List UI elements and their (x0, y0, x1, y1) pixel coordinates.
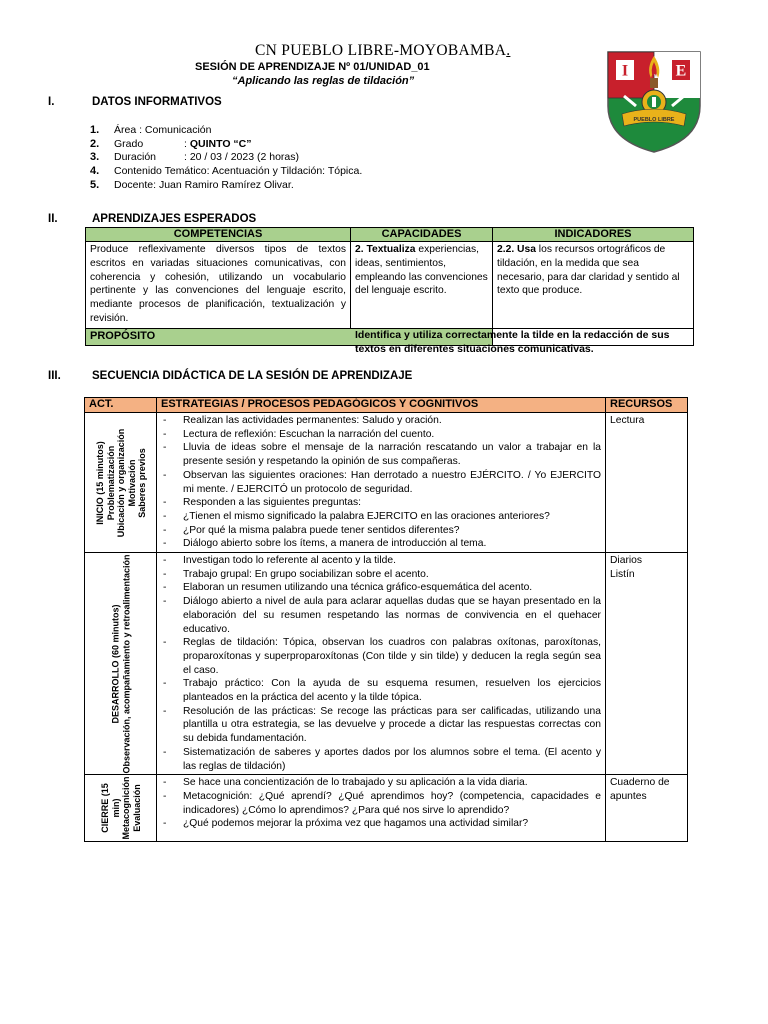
list-item: - Diálogo abierto a nivel de aula para aclarar aquellas dudas que se hayan presentado en la elaboración del su resumen respetando las normas de convivencia en el quehacer educativo. (161, 595, 601, 636)
header-competencias: COMPETENCIAS (86, 228, 351, 242)
desarrollo-act-label (110, 554, 131, 773)
section1-title: DATOS INFORMATIVOS (92, 96, 222, 108)
act-line: Metacognición (120, 776, 131, 840)
info-value-grade: QUINTO “C” (189, 137, 252, 150)
session-topic: “Aplicando las reglas de tildación” (232, 75, 415, 87)
act-line: INICIO (15 minutos) (94, 440, 105, 525)
resource-item: Lectura (610, 415, 645, 426)
cierre-row (85, 775, 688, 842)
school-title-main: CN PUEBLO LIBRE-MOYOBAMBA (255, 42, 507, 59)
indicador-code: 2.2. Usa (497, 244, 536, 255)
inicio-row (85, 413, 688, 553)
info-number: 5. (90, 179, 100, 192)
proposito-text: Identifica y utiliza correctamente la tilde en la redacción de sus textos en diferentes situaciones comunicativas. (355, 329, 670, 355)
info-value-prefix: : (184, 137, 190, 150)
desarrollo-row (85, 553, 688, 775)
act-line: Problematización (104, 445, 115, 520)
info-item-duracion (90, 151, 362, 165)
session-title: SESIÓN DE APRENDIZAJE Nº 01/UNIDAD_01 (195, 61, 430, 73)
crest-letter-right: E (675, 62, 687, 80)
cierre-act-label (100, 777, 142, 840)
info-label: Contenido Temático: Acentuación y Tildación: Tópica. (114, 165, 363, 178)
info-value (184, 138, 252, 150)
info-number: 3. (90, 151, 100, 164)
crest-letter-left: I (621, 62, 629, 80)
sequence-table (84, 397, 688, 842)
info-list (90, 123, 362, 192)
header-capacidades: CAPACIDADES (351, 228, 493, 242)
list-item: - Realizan las actividades permanentes: Saludo y oración. (161, 414, 601, 428)
crest-banner: PUEBLO LIBRE (633, 117, 675, 123)
list-item: - Responden a las siguientes preguntas: (161, 496, 601, 510)
resource-item: Listín (610, 568, 635, 580)
info-item-grado (90, 137, 362, 151)
school-crest-icon (598, 44, 710, 156)
desarrollo-strategies (157, 553, 606, 775)
list-item: - Trabajo práctico: Con la ayuda de su esquema resumen, resuelven los ejercicios planteados en la práctica del acento y la tilde tópica. (161, 677, 601, 704)
info-number: 4. (90, 165, 100, 178)
list-item: - Sistematización de saberes y aportes dados por los alumnos sobre el tema. (El acento y las reglas de tildación) (161, 746, 601, 773)
indicador-cell (493, 242, 694, 329)
cierre-act-cell (85, 775, 157, 842)
section3-title: SECUENCIA DIDÁCTICA DE LA SESIÓN DE APRENDIZAJE (92, 370, 413, 382)
info-number: 2. (90, 137, 100, 150)
info-label: Docente: Juan Ramiro Ramírez Olivar. (114, 179, 294, 192)
list-item: - Reglas de tildación: Tópica, observan los cuadros con palabras oxítonas, paroxítonas, proparoxítonas y superproparoxítonas (Con tilde y sin tilde) y deducen la regla según sea el caso. (161, 636, 601, 677)
cierre-strategies (157, 775, 606, 842)
act-line: DESARROLLO (60 minutos) (110, 604, 120, 724)
info-number: 1. (90, 123, 100, 136)
info-label: Grado (114, 137, 144, 150)
learning-table-header (86, 228, 694, 242)
learning-table (85, 227, 694, 346)
list-item: - ¿Tienen el mismo significado la palabra EJERCITO en las oraciones anteriores? (161, 510, 601, 524)
list-item: - ¿Qué podemos mejorar la próxima vez que hagamos una actividad similar? (161, 817, 601, 831)
act-line: min) (110, 798, 120, 818)
list-item: - Diálogo abierto sobre los ítems, a manera de introducción al tema. (161, 537, 601, 551)
capacidad-cell (351, 242, 493, 329)
list-item: - Lectura de reflexión: Escuchan la narración del cuento. (161, 428, 601, 442)
proposito-label: PROPÓSITO (86, 329, 493, 346)
school-title-dot: . (506, 42, 511, 59)
header-estrategias: ESTRATEGIAS / PROCESOS PEDAGÓGICOS Y COGNITIVOS (157, 398, 606, 413)
act-line: Observación, acompañamiento y retroalimentación (120, 554, 131, 774)
info-label: Duración (114, 151, 157, 164)
inicio-act-cell (85, 413, 157, 553)
header-recursos: RECURSOS (606, 398, 688, 413)
header-act: ACT. (85, 398, 157, 413)
act-line: Ubicación y organización (115, 428, 126, 537)
list-item: - Elaboran un resumen utilizando una técnica gráfico-esquemática del acento. (161, 581, 601, 595)
sequence-table-header (85, 398, 688, 413)
list-item: - Lluvia de ideas sobre el mensaje de la narración rescatando un valor a trabajar en la presente sesión y respetando la opinión de sus compañeras. (161, 441, 601, 468)
inicio-strategies (157, 413, 606, 553)
inicio-act-label (94, 428, 147, 537)
list-item: - Metacognición: ¿Qué aprendí? ¿Qué aprendimos hoy? (competencia, capacidades e indicadores) ¿Cómo lo aprendimos? ¿Para qué nos sirve lo aprendido? (161, 790, 601, 817)
indicador-text: los recursos ortográficos de tildación, en la medida que sea necesario, para dar claridad y sentido al texto que produce. (497, 244, 680, 297)
header-indicadores: INDICADORES (493, 228, 694, 242)
desarrollo-resources (606, 553, 688, 775)
act-line: Motivación (125, 459, 136, 507)
info-item-contenido (90, 164, 362, 178)
capacidad-text: experiencias, ideas, sentimientos, empleando las convenciones del lenguaje escrito. (355, 244, 488, 297)
act-line: CIERRE (15 (99, 783, 110, 834)
info-item-area (90, 123, 362, 137)
info-item-docente (90, 178, 362, 192)
cierre-resources (606, 775, 688, 842)
inicio-resources (606, 413, 688, 553)
section3-number: III. (48, 370, 61, 382)
list-item: - Investigan todo lo referente al acento y la tilde. (161, 554, 601, 568)
list-item: - Se hace una concientización de lo trabajado y su aplicación a la vida diaria. (161, 776, 601, 790)
list-item: - Trabajo grupal: En grupo sociabilizan sobre el acento. (161, 568, 601, 582)
act-line: Evaluación (131, 784, 141, 833)
list-item: - ¿Por qué la misma palabra puede tener sentidos diferentes? (161, 524, 601, 538)
section2-number: II. (48, 213, 58, 225)
capacidad-code: 2. Textualiza (355, 244, 416, 255)
school-title (255, 42, 510, 60)
list-item: - Resolución de las prácticas: Se recoge las prácticas para ser calificadas, utilizando una plantilla u otra estrategia, se las devuelve y procede a dictar las respuestas correctas con su debida fundamentación. (161, 705, 601, 746)
competencia-cell: Produce reflexivamente diversos tipos de textos escritos en variadas situaciones comunicativas, con coherencia y cohesión, utilizando un vocabulario pertinente y las convenciones del lenguaje escrito, mediante procesos de planificación, textualización y revisión. (86, 242, 351, 329)
section2-title: APRENDIZAJES ESPERADOS (92, 213, 257, 225)
info-value: : 20 / 03 / 2023 (2 horas) (184, 151, 299, 164)
info-label: Área : Comunicación (114, 123, 212, 136)
learning-table-row (86, 242, 694, 329)
desarrollo-act-cell (85, 553, 157, 775)
list-item: - Observan las siguientes oraciones: Han derrotado a nuestro EJÉRCITO. / Yo EJERCITO mi mente. / EJERCITÓ un protocolo de seguridad. (161, 469, 601, 496)
resource-item: Cuaderno de apuntes (610, 777, 670, 802)
section1-number: I. (48, 96, 55, 108)
act-line: Saberes previos (136, 447, 147, 518)
resource-item: Diarios (610, 555, 643, 567)
